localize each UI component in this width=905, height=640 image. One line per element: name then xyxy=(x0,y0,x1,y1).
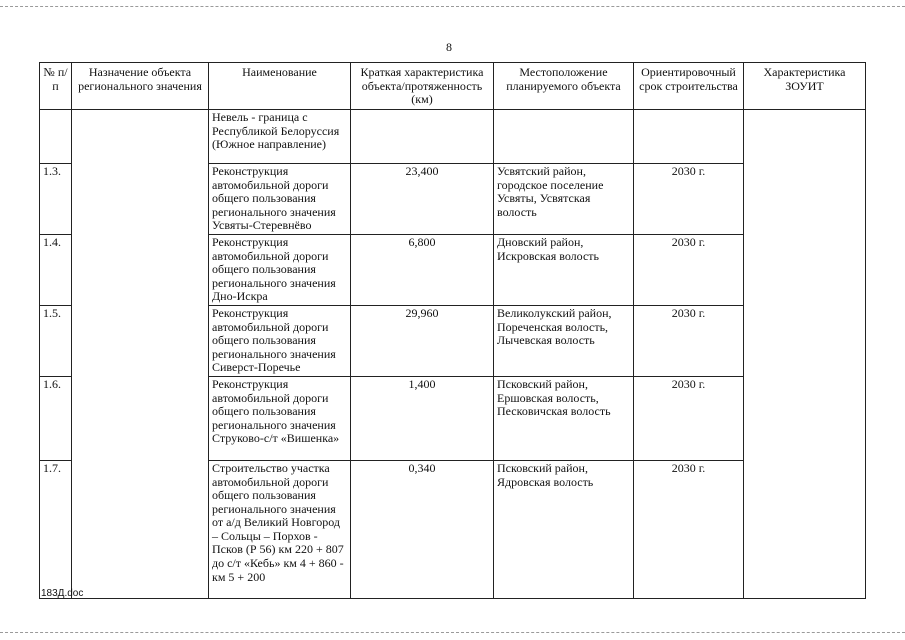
cell-length xyxy=(351,110,494,164)
header-location: Местоположение планируемого объекта xyxy=(494,63,634,110)
header-number: № п/п xyxy=(40,63,72,110)
header-name: Наименование xyxy=(209,63,351,110)
cell-term: 2030 г. xyxy=(634,460,744,598)
table-header-row xyxy=(40,63,866,110)
cell-term xyxy=(634,110,744,164)
cell-location: Псковский район, Ершовская волость, Песковичская волость xyxy=(494,376,634,460)
cell-num: 1.6. xyxy=(40,376,72,460)
cell-location: Усвятский район, городское поселение Усвяты, Усвятская волость xyxy=(494,164,634,235)
cell-name: Невель - граница с Республикой Белоруссия (Южное направление) xyxy=(209,110,351,164)
cell-length: 23,400 xyxy=(351,164,494,235)
scan-edge-bottom xyxy=(0,632,905,633)
page-number: 8 xyxy=(446,40,452,54)
cell-location: Великолукский район, Пореченская волость, Лычевская волость xyxy=(494,305,634,376)
header-characteristic: Краткая характеристика объекта/протяженность (км) xyxy=(351,63,494,110)
cell-location xyxy=(494,110,634,164)
cell-name: Реконструкция автомобильной дороги общего пользования регионального значения Усвяты-Стеревнёво xyxy=(209,164,351,235)
cell-num xyxy=(40,110,72,164)
cell-location: Псковский район, Ядровская волость xyxy=(494,460,634,598)
cell-term: 2030 г. xyxy=(634,164,744,235)
cell-location: Дновский район, Искровская волость xyxy=(494,234,634,305)
cell-name: Реконструкция автомобильной дороги общего пользования регионального значения Дно-Искра xyxy=(209,234,351,305)
cell-purpose-merged xyxy=(72,110,209,599)
cell-zouit-merged xyxy=(744,110,866,599)
cell-term: 2030 г. xyxy=(634,305,744,376)
cell-term: 2030 г. xyxy=(634,376,744,460)
scan-edge-top xyxy=(0,6,905,7)
cell-term: 2030 г. xyxy=(634,234,744,305)
cell-num: 1.7. xyxy=(40,460,72,598)
cell-name: Строительство участка автомобильной дороги общего пользования регионального значения от а/д Великий Новгород – Сольцы – Порхов - Псков (Р 56) км 220 + 807 до с/т «Кебь» км 4 + 860 - км 5 + 200 xyxy=(209,460,351,598)
cell-length: 6,800 xyxy=(351,234,494,305)
header-term: Ориентировочный срок строительства xyxy=(634,63,744,110)
document-filename: 183Д.doc xyxy=(41,588,84,599)
cell-num: 1.3. xyxy=(40,164,72,235)
header-zouit: Характеристика ЗОУИТ xyxy=(744,63,866,110)
cell-num: 1.5. xyxy=(40,305,72,376)
cell-length: 29,960 xyxy=(351,305,494,376)
cell-length: 0,340 xyxy=(351,460,494,598)
regional-objects-table xyxy=(39,62,866,599)
cell-name: Реконструкция автомобильной дороги общего пользования регионального значения Струково-с/т «Вишенка» xyxy=(209,376,351,460)
table-row xyxy=(40,110,866,164)
cell-length: 1,400 xyxy=(351,376,494,460)
cell-num: 1.4. xyxy=(40,234,72,305)
header-purpose: Назначение объекта регионального значения xyxy=(72,63,209,110)
cell-name: Реконструкция автомобильной дороги общего пользования регионального значения Сиверст-Поречье xyxy=(209,305,351,376)
